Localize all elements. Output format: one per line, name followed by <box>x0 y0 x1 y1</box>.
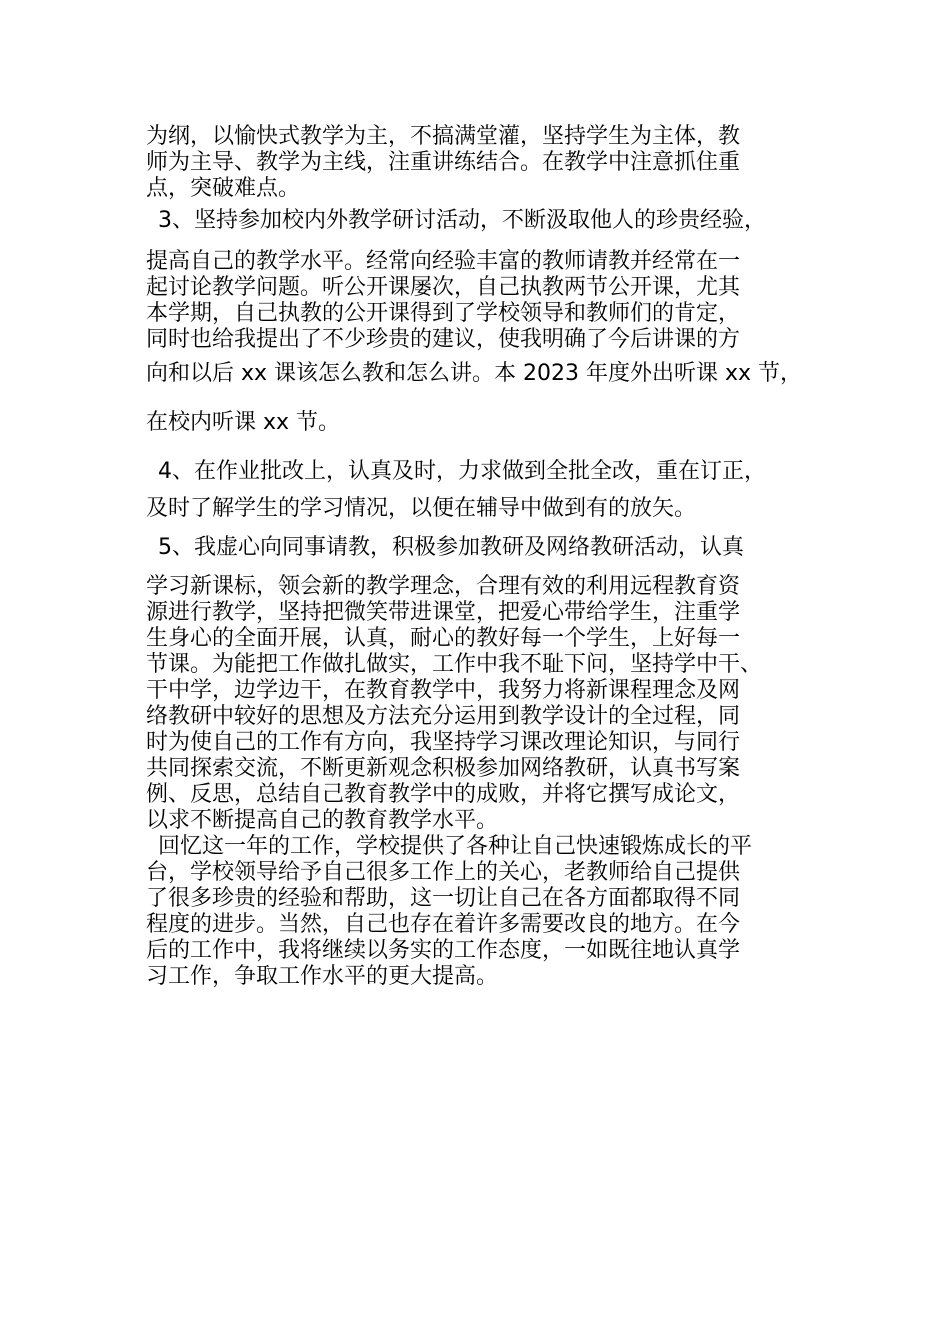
text-line: 师为主导、教学为主线，注重讲练结合。在教学中注意抓住重 <box>146 150 741 175</box>
text-line: 3、坚持参加校内外教学研讨活动，不断汲取他人的珍贵经验， <box>158 208 766 233</box>
text-line: 共同探索交流，不断更新观念积极参加网络教研，认真书写案 <box>146 756 741 781</box>
text-line: 起讨论教学问题。听公开课屡次，自己执教两节公开课，尤其 <box>146 275 741 300</box>
text-line: 时为使自己的工作有方向，我坚持学习课改理论知识，与同行 <box>146 730 741 755</box>
text-line: 例、反思，总结自己教育教学中的成败，并将它撰写成论文， <box>146 782 741 807</box>
text-line: 点，突破难点。 <box>146 176 301 201</box>
text-line: 提高自己的教学水平。经常向经验丰富的教师请教并经常在一 <box>146 249 741 274</box>
text-line: 在校内听课 xx 节。 <box>146 410 341 435</box>
text-line: 5、我虚心向同事请教，积极参加教研及网络教研活动，认真 <box>158 535 744 560</box>
text-line: 及时了解学生的学习情况，以便在辅导中做到有的放矢。 <box>146 496 697 521</box>
text-line: 本学期，自己执教的公开课得到了学校领导和教师们的肯定， <box>146 301 741 326</box>
text-line: 为纲，以愉快式教学为主，不搞满堂灌，坚持学生为主体，教 <box>146 124 741 149</box>
text-line: 生身心的全面开展，认真，耐心的教好每一个学生，上好每一 <box>146 626 741 651</box>
text-line: 源进行教学，坚持把微笑带进课堂，把爱心带给学生，注重学 <box>146 600 741 625</box>
text-line: 台，学校领导给予自己很多工作上的关心，老教师给自己提供 <box>146 860 741 885</box>
text-line: 4、在作业批改上，认真及时，力求做到全批全改，重在订正， <box>158 459 766 484</box>
text-line: 节课。为能把工作做扎做实，工作中我不耻下问，坚持学中干、 <box>146 652 763 677</box>
text-line: 同时也给我提出了不少珍贵的建议，使我明确了今后讲课的方 <box>146 327 741 352</box>
text-line: 后的工作中，我将继续以务实的工作态度，一如既往地认真学 <box>146 938 741 963</box>
text-line: 以求不断提高自己的教育教学水平。 <box>146 808 499 833</box>
text-line: 了很多珍贵的经验和帮助，这一切让自己在各方面都取得不同 <box>146 886 741 911</box>
text-line: 向和以后 xx 课该怎么教和怎么讲。本 2023 年度外出听课 xx 节， <box>146 361 803 386</box>
text-line: 干中学，边学边干，在教育教学中，我努力将新课程理念及网 <box>146 678 741 703</box>
text-line: 程度的进步。当然，自己也存在着许多需要改良的地方。在今 <box>146 912 741 937</box>
text-line: 学习新课标，领会新的教学理念，合理有效的利用远程教育资 <box>146 574 741 599</box>
text-line: 回忆这一年的工作，学校提供了各种让自己快速锻炼成长的平 <box>158 834 753 859</box>
text-line: 络教研中较好的思想及方法充分运用到教学设计的全过程，同 <box>146 704 741 729</box>
text-line: 习工作，争取工作水平的更大提高。 <box>146 964 499 989</box>
